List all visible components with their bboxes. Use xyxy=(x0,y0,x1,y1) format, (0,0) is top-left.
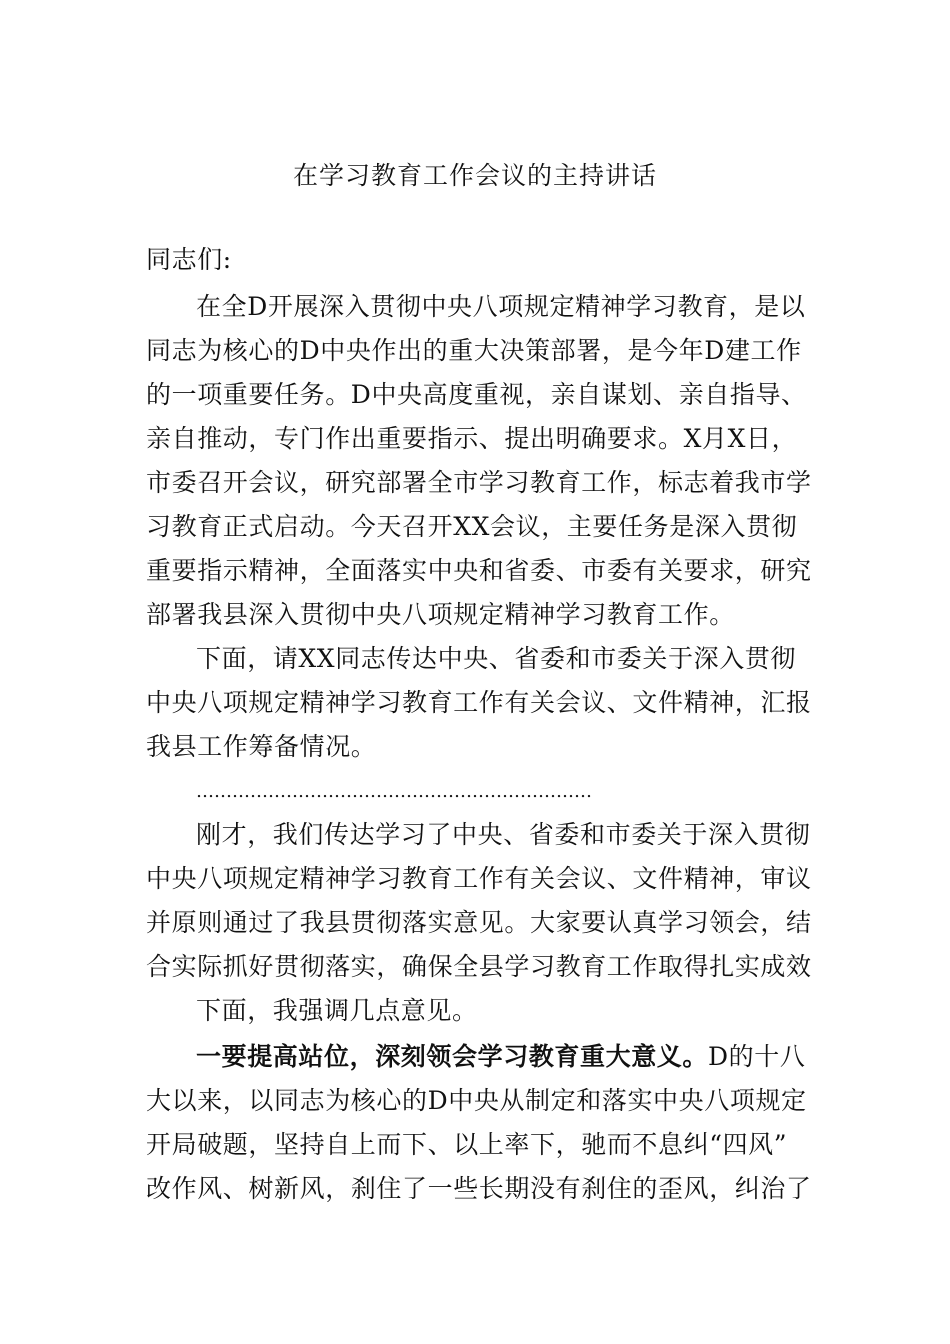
paragraph-5-line: 大以来，以同志为核心的D中央从制定和落实中央八项规定 xyxy=(146,1086,807,1115)
paragraph-3-line: 刚才，我们传达学习了中央、省委和市委关于深入贯彻 xyxy=(196,820,811,849)
paragraph-2-line: 下面，请XX同志传达中央、省委和市委关于深入贯彻 xyxy=(196,644,796,673)
paragraph-1-line: 市委召开会议，研究部署全市学习教育工作，标志着我市学 xyxy=(146,468,812,497)
paragraph-1-line: 重要指示精神，全面落实中央和省委、市委有关要求，研究 xyxy=(146,556,812,585)
paragraph-1-line: 同志为核心的D中央作出的重大决策部署，是今年D建工作 xyxy=(146,336,802,365)
paragraph-4-line: 下面，我强调几点意见。 xyxy=(196,996,478,1025)
paragraph-2-line: 中央八项规定精神学习教育工作有关会议、文件精神，汇报 xyxy=(146,688,812,717)
paragraph-1-line: 在全D开展深入贯彻中央八项规定精神学习教育，是以 xyxy=(196,292,806,321)
paragraph-5-line: 改作风、树新风，刹住了一些长期没有刹住的歪风，纠治了 xyxy=(146,1174,812,1203)
paragraph-3-line: 合实际抓好贯彻落实，确保全县学习教育工作取得扎实成效 xyxy=(146,952,812,981)
paragraph-2-line: 我县工作筹备情况。 xyxy=(146,732,377,761)
document-title: 在学习教育工作会议的主持讲话 xyxy=(292,161,657,190)
ellipsis-divider: ………………………………………………………… xyxy=(196,781,592,802)
paragraph-1-line: 部署我县深入贯彻中央八项规定精神学习教育工作。 xyxy=(146,600,735,629)
paragraph-3-line: 中央八项规定精神学习教育工作有关会议、文件精神，审议 xyxy=(146,864,812,893)
section-heading-tail: D的十八 xyxy=(708,1042,806,1071)
salutation: 同志们: xyxy=(146,245,232,274)
section-heading: 一要提高站位，深刻领会学习教育重大意义。 xyxy=(196,1042,709,1071)
paragraph-5-line: 开局破题，坚持自上而下、以上率下，驰而不息纠“四风” xyxy=(146,1130,788,1159)
paragraph-1-line: 习教育正式启动。今天召开XX会议，主要任务是深入贯彻 xyxy=(146,512,798,541)
paragraph-1-line: 的一项重要任务。D中央高度重视，亲自谋划、亲自指导、 xyxy=(146,380,807,409)
paragraph-1-line: 亲自推动，专门作出重要指示、提出明确要求。X月X日， xyxy=(146,424,798,453)
paragraph-5-first-line xyxy=(196,1035,810,1079)
paragraph-3-line: 并原则通过了我县贯彻落实意见。大家要认真学习领会，结 xyxy=(146,908,812,937)
